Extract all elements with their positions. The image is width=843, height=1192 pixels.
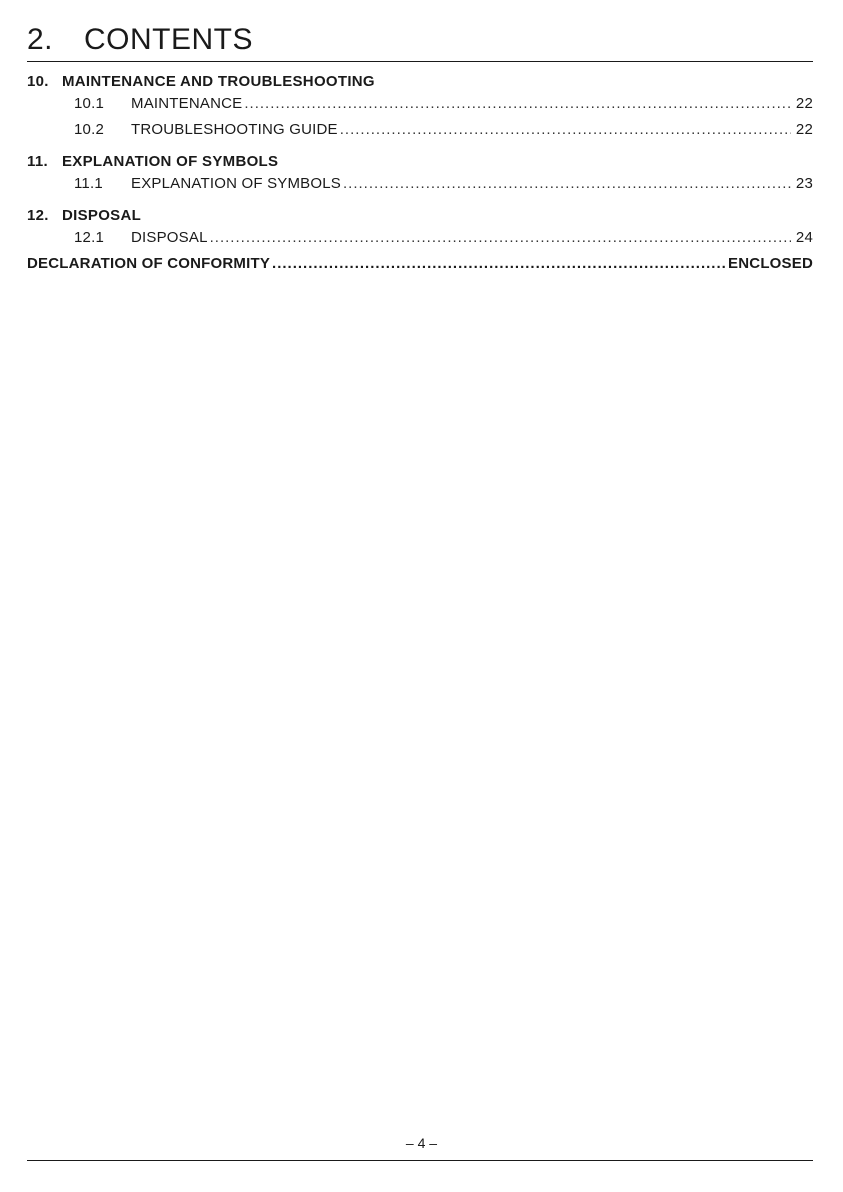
dot-leader <box>272 254 726 274</box>
dot-leader <box>343 174 791 194</box>
toc-entry-declaration[interactable] <box>27 254 813 278</box>
entry-label: DISPOSAL <box>131 229 208 246</box>
entry-page: 23 <box>795 175 813 192</box>
section-number: 11. <box>27 153 48 170</box>
entry-label: TROUBLESHOOTING GUIDE <box>131 121 338 138</box>
entry-label: MAINTENANCE <box>131 95 243 112</box>
section-title: DISPOSAL <box>62 207 142 224</box>
entry-number: 12.1 <box>74 229 104 246</box>
entry-page: 22 <box>795 121 813 138</box>
entry-page: 22 <box>795 95 813 112</box>
entry-number: 10.1 <box>74 95 104 112</box>
dot-leader <box>244 94 791 114</box>
footer-divider <box>27 1160 813 1161</box>
entry-label: DECLARATION OF CONFORMITY <box>27 255 271 272</box>
toc-entry-12-1[interactable] <box>27 228 813 254</box>
toc-entry-10-1[interactable] <box>27 94 813 120</box>
entry-page: 24 <box>795 229 813 246</box>
toc-entry-10-2[interactable] <box>27 120 813 146</box>
section-number: 10. <box>27 73 49 90</box>
toc-entry-11-1[interactable] <box>27 174 813 200</box>
heading-title: CONTENTS <box>84 23 253 56</box>
entry-label: EXPLANATION OF SYMBOLS <box>131 175 342 192</box>
section-heading-12[interactable] <box>27 206 813 228</box>
section-heading-11[interactable] <box>27 152 813 174</box>
dot-leader <box>340 120 791 140</box>
section-title: MAINTENANCE AND TROUBLESHOOTING <box>62 73 375 90</box>
table-of-contents <box>27 72 813 278</box>
dot-leader <box>210 228 791 248</box>
section-title: EXPLANATION OF SYMBOLS <box>62 153 279 170</box>
entry-number: 11.1 <box>74 175 103 192</box>
entry-number: 10.2 <box>74 121 104 138</box>
page-number: – 4 – <box>405 1135 438 1151</box>
heading-number: 2. <box>27 23 54 56</box>
page-title <box>27 24 253 56</box>
entry-page: ENCLOSED <box>728 255 813 272</box>
title-divider <box>27 61 813 62</box>
section-number: 12. <box>27 207 49 224</box>
section-heading-10[interactable] <box>27 72 813 94</box>
